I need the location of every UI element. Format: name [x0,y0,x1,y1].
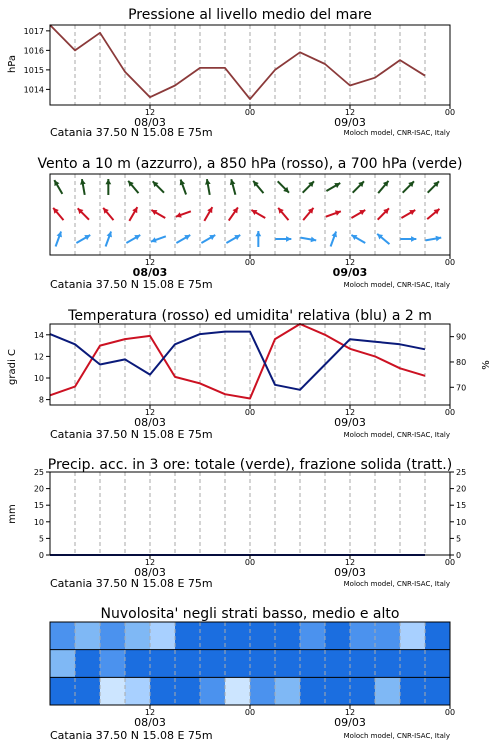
pressure-footer [50,126,450,139]
y-tick-label: 10 [33,374,44,383]
humidity-ylabel: % [481,360,492,370]
wind-arrow-head [411,236,416,242]
cloud-cell [175,650,200,678]
temperature-ylabel: gradi C [7,349,18,385]
cloud-cell [275,622,300,650]
date-label: 08/03 [134,416,166,429]
cloud-cell [300,650,325,678]
temperature-chart-title: Temperatura (rosso) ed umidita' relativa (blu) a 2 m [68,308,432,324]
y-tick-label: 1017 [23,26,44,36]
cloud-cell [400,677,425,705]
y-tick-label-right: 20 [456,484,467,494]
cloud-cell [400,650,425,678]
cloud-cell [75,650,100,678]
location-label: Catania 37.50 N 15.08 E 75m [50,278,213,291]
cloud-cell [350,677,375,705]
wind-chart-title: Vento a 10 m (azzurro), a 850 hPa (rosso), a 700 hPa (verde) [37,156,463,172]
cloud-cell [300,677,325,705]
model-label: Moloch model, CNR-ISAC, Italy [343,431,450,439]
x-tick-label: 12 [144,108,156,117]
cloud-cell [325,650,350,678]
x-tick-label: 12 [344,558,356,567]
cloud-cell [200,677,225,705]
y-tick-label: 1015 [23,65,44,75]
cloud-cell [125,677,150,705]
date-label: 09/03 [332,266,368,279]
cloud-cell [50,622,75,650]
cloud-cell [425,677,450,705]
cloud-cell [425,650,450,678]
cloud-cell [375,677,400,705]
cloud-cell [175,677,200,705]
cloud-cell [250,677,275,705]
cloud-cell [250,622,275,650]
cloud-cell [400,622,425,650]
cloud-cell [100,622,125,650]
wind-arrow-head [105,179,111,184]
location-label: Catania 37.50 N 15.08 E 75m [50,729,213,742]
x-tick-label: 12 [144,408,156,417]
cloud-cell [125,622,150,650]
cloud-cell [375,650,400,678]
cloud-cell [200,622,225,650]
cloud-cell [275,650,300,678]
date-label: 09/03 [334,566,366,579]
cloud-cell [50,650,75,678]
cloud-cell [225,650,250,678]
cloud-cell [100,677,125,705]
y-tick-label-right: 10 [456,517,467,527]
date-label: 09/03 [334,416,366,429]
wind-footer [50,278,450,291]
cloud-cell [75,622,100,650]
y-tick-label: 0 [38,551,44,560]
y-tick-label: 14 [33,330,44,340]
x-tick-label: 00 [444,408,456,417]
x-tick-label: 00 [444,558,456,567]
model-label: Moloch model, CNR-ISAC, Italy [343,129,450,137]
x-tick-label: 00 [444,258,456,267]
y-tick-label: 15 [33,501,44,511]
date-label: 08/03 [134,116,166,129]
cloud-cell [150,622,175,650]
x-tick-label: 00 [244,558,256,567]
humidity-series-line [50,332,425,390]
pressure-ylabel: hPa [7,54,18,74]
y-tick-label-right: 25 [456,468,467,477]
y-tick-label-right: 5 [456,534,462,544]
x-tick-label: 00 [444,708,456,717]
location-label: Catania 37.50 N 15.08 E 75m [50,428,213,441]
pressure-chart-title: Pressione al livello medio del mare [128,7,372,23]
cloud-cell [50,677,75,705]
cloud-cell [300,622,325,650]
model-label: Moloch model, CNR-ISAC, Italy [343,580,450,588]
date-label: 09/03 [334,716,366,729]
cloud-cell [325,677,350,705]
y-tick-label-right: 15 [456,501,467,511]
cloud-cell [350,650,375,678]
date-label: 09/03 [334,116,366,129]
temperature-footer [50,428,450,441]
location-label: Catania 37.50 N 15.08 E 75m [50,126,213,139]
y-tick-label-right: 90 [456,332,467,342]
x-tick-label: 12 [344,258,356,267]
model-label: Moloch model, CNR-ISAC, Italy [343,732,450,740]
wind-arrow-head [286,236,291,242]
cloud-cell [250,650,275,678]
cloud-cell [225,622,250,650]
x-tick-label: 00 [444,108,456,117]
y-tick-label: 1014 [23,85,44,95]
y-tick-label: 10 [33,517,44,527]
x-tick-label: 12 [344,108,356,117]
cloudiness-footer [50,729,450,742]
y-tick-label-right: 70 [456,383,467,393]
x-tick-label: 00 [244,708,256,717]
location-label: Catania 37.50 N 15.08 E 75m [50,577,213,590]
cloud-cell [75,677,100,705]
cloud-cell [350,622,375,650]
y-tick-label: 1016 [23,46,44,56]
wind-arrow-head [255,231,261,236]
cloud-cell [150,677,175,705]
pressure-series-line [50,25,425,99]
y-tick-label: 5 [38,534,44,544]
date-label: 08/03 [134,566,166,579]
x-tick-label: 00 [244,258,256,267]
x-tick-label: 00 [244,408,256,417]
cloudiness-chart-title: Nuvolosita' negli strati basso, medio e alto [100,606,400,622]
cloud-cell [425,622,450,650]
y-tick-label-right: 80 [456,357,467,367]
model-label: Moloch model, CNR-ISAC, Italy [343,281,450,289]
y-tick-label: 25 [33,468,44,477]
x-tick-label: 12 [144,708,156,717]
x-tick-label: 00 [244,108,256,117]
cloud-cell [150,650,175,678]
temperature-series-line [50,324,425,399]
x-tick-label: 12 [344,408,356,417]
plot-frame [50,25,450,105]
precipitation-ylabel: mm [7,504,18,524]
y-tick-label: 20 [33,484,44,494]
cloud-cell [100,650,125,678]
cloud-cell [275,677,300,705]
cloud-cell [175,622,200,650]
x-tick-label: 12 [344,708,356,717]
precipitation-chart-title: Precip. acc. in 3 ore: totale (verde), frazione solida (tratt.) [47,457,453,473]
y-tick-label-right: 0 [456,551,462,560]
cloud-cell [375,622,400,650]
x-tick-label: 12 [144,558,156,567]
y-tick-label: 8 [38,395,44,405]
cloud-cell [225,677,250,705]
cloud-cell [325,622,350,650]
y-tick-label: 12 [33,352,44,362]
cloud-cell [200,650,225,678]
cloud-cell [125,650,150,678]
date-label: 08/03 [134,716,166,729]
x-tick-label: 12 [144,258,156,267]
date-label: 08/03 [132,266,168,279]
precipitation-footer [50,577,450,590]
